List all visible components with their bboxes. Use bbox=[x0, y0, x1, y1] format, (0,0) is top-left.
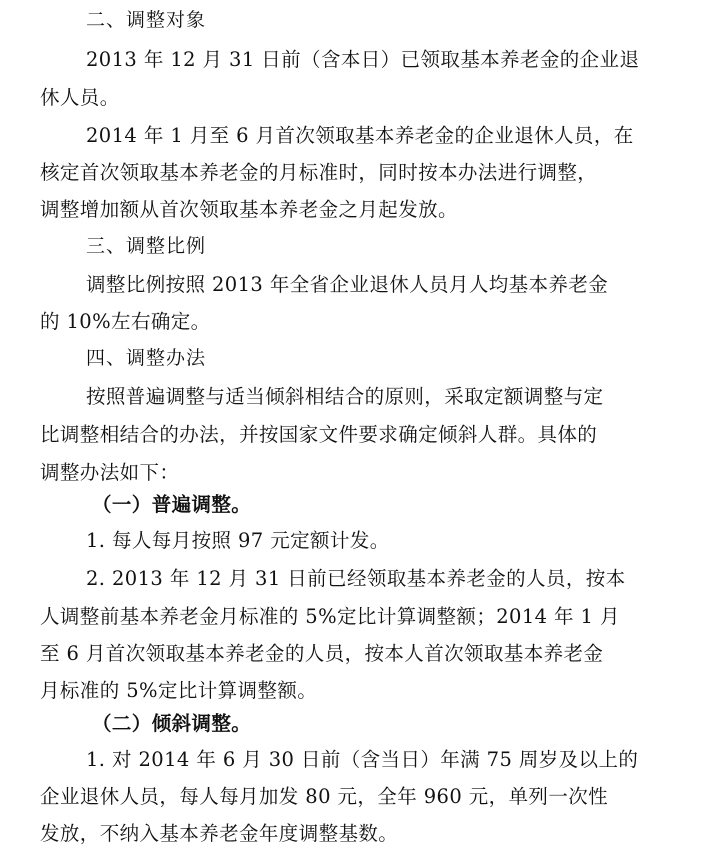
paragraph-line: 2013 年 12 月 31 日前（含本日）已领取基本养老金的企业退 bbox=[86, 48, 640, 71]
paragraph-line: 比调整相结合的办法，并按国家文件要求确定倾斜人群。具体的 bbox=[40, 423, 598, 446]
paragraph-line: 2014 年 1 月至 6 月首次领取基本养老金的企业退休人员，在 bbox=[86, 124, 634, 147]
list-item: 1. 对 2014 年 6 月 30 日前（含当日）年满 75 周岁及以上的 bbox=[86, 748, 639, 771]
section-heading-adjustment-method: 四、调整办法 bbox=[86, 347, 207, 369]
list-item-continuation: 至 6 月首次领取基本养老金的人员，按本人首次领取基本养老金 bbox=[40, 642, 604, 665]
paragraph-line: 调整增加额从首次领取基本养老金之月起发放。 bbox=[40, 198, 458, 221]
paragraph-line: 调整比例按照 2013 年全省企业退休人员月人均基本养老金 bbox=[86, 273, 609, 296]
list-item: 1. 每人每月按照 97 元定额计发。 bbox=[86, 529, 390, 552]
list-item: 2. 2013 年 12 月 31 日前已经领取基本养老金的人员，按本 bbox=[86, 567, 626, 590]
section-heading-adjustment-ratio: 三、调整比例 bbox=[86, 235, 207, 257]
subsection-heading-tilted-adjustment: （二）倾斜调整。 bbox=[92, 712, 252, 735]
list-item-continuation: 企业退休人员，每人每月加发 80 元，全年 960 元，单列一次性 bbox=[40, 785, 609, 808]
section-heading-adjustment-targets: 二、调整对象 bbox=[86, 9, 207, 31]
list-item-continuation: 发放，不纳入基本养老金年度调整基数。 bbox=[40, 822, 399, 845]
list-item-continuation: 月标准的 5%定比计算调整额。 bbox=[40, 679, 318, 702]
paragraph-line: 的 10%左右确定。 bbox=[40, 310, 211, 333]
paragraph-line: 按照普遍调整与适当倾斜相结合的原则，采取定额调整与定 bbox=[86, 385, 604, 408]
subsection-heading-general-adjustment: （一）普遍调整。 bbox=[92, 493, 252, 516]
paragraph-line: 调整办法如下： bbox=[40, 461, 180, 484]
paragraph-line: 核定首次领取基本养老金的月标准时，同时按本办法进行调整， bbox=[40, 161, 598, 184]
list-item-continuation: 人调整前基本养老金月标准的 5%定比计算调整额；2014 年 1 月 bbox=[40, 605, 620, 628]
paragraph-line: 休人员。 bbox=[40, 86, 120, 109]
